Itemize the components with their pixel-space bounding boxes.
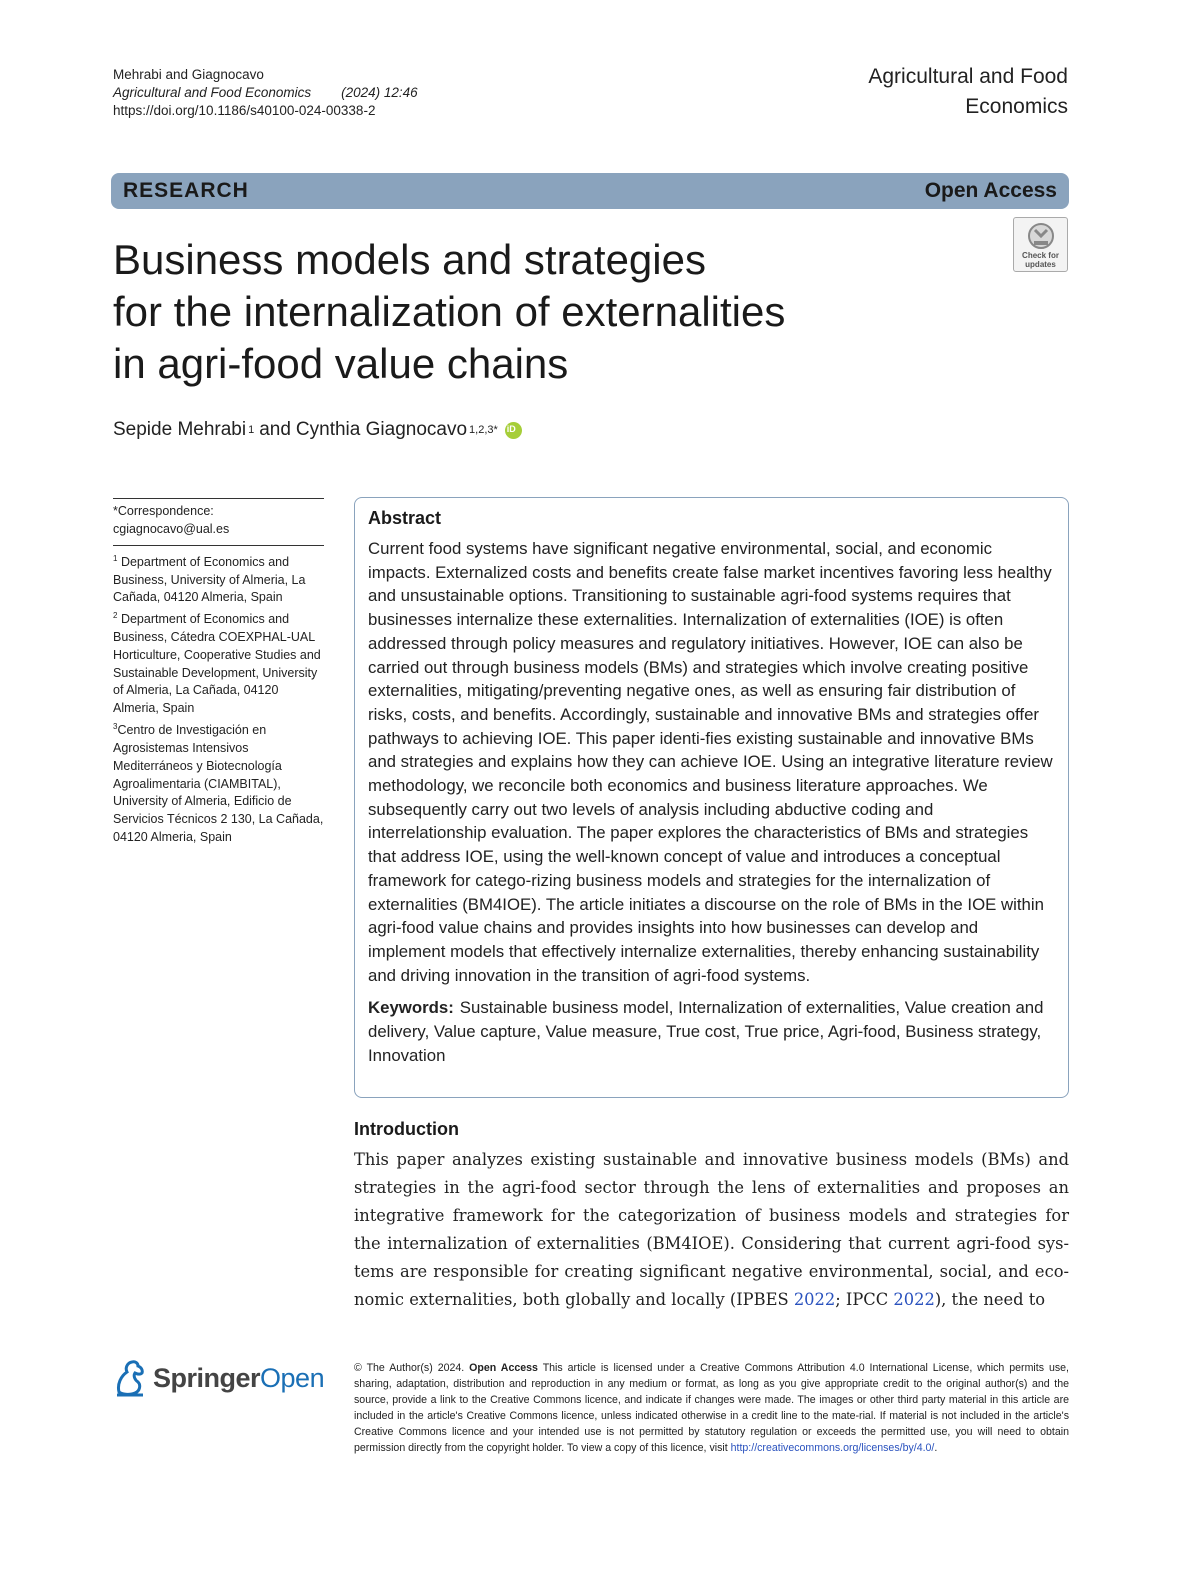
abstract-text: Current food systems have significant negative environmental, social, and economic impacts. Externalized costs and benefits create false market incentives favoring less healthy and unsustainable options. Transitioning to sustainable agri-food systems requires that businesses internalize these externalities. Internalization of externalities (IOE) is often addressed through policy measures and regulatory initiatives. However, IOE can also be carried out through business models (BMs) and strategies which involve creating positive externalities, mitigating/preventing negative ones, as well as ensuring fair distribution of risks, costs, and benefits. Accordingly, sustainable and innovative BMs and strategies offer pathways to achieving IOE. This paper identi-fies existing sustainable and innovative BMs and strategies and explains how they can achieve IOE. Using an integrative literature review methodology, we reconcile both economics and business literature approaches. We subsequently carry out two levels of analysis including abductive coding and interrelationship evaluation. The paper explores the characteristics of BMs and strategies that address IOE, using the well-known concept of value and introduces a conceptual framework for catego-rizing business models and strategies for the internalization of externalities (BM4IOE). The article initiates a discourse on the role of BMs in the IOE within agri-food value chains and provides insights into how businesses can develop and implement models that effectively internalize externalities, thereby enhancing sustainability and driving innovation in the transition of agri-food systems. [368, 539, 1053, 985]
journal-name-line2: Economics [965, 95, 1068, 118]
header-authors: Mehrabi and Giagnocavo [113, 67, 264, 82]
article-type-label: RESEARCH [123, 179, 249, 202]
license-text: This article is licensed under a Creative Commons Attribution 4.0 International License, which permits use, sharing, adaptation, distribution and reproduction in any medium or format, as long as you give appropriate credit to the original author(s) and the source, provide a link to the Creative Commons licence, and indicate if changes were made. The images or other third party material in this article are included in the article's Creative Commons licence, unless indicated otherwise in a credit line to the mate-rial. If material is not included in the article's Creative Commons licence and your intended use is not permitted by statutory regulation or exceeds the permitted use, you will need to obtain permission directly from the copyright holder. To view a copy of this licence, visit [354, 1362, 1069, 1454]
keywords-label: Keywords: [368, 998, 454, 1018]
wordmark-springer: Springer [153, 1362, 261, 1393]
citation-ipcc[interactable]: 2022 [893, 1289, 935, 1309]
badge-line2: updates [1025, 260, 1056, 269]
header-journal [113, 84, 418, 102]
intro-text-part3: ), the need to [934, 1289, 1046, 1309]
license-end: . [934, 1442, 938, 1454]
header-year-issue: (2024) 12:46 [341, 85, 418, 100]
correspondence-label: *Correspondence: [113, 504, 214, 518]
license-open-access: Open Access [469, 1362, 538, 1374]
sidebar-rule-mid [113, 545, 324, 546]
author-conjunction: and [259, 419, 291, 440]
journal-name-right [868, 62, 1068, 122]
open-access-label: Open Access [924, 179, 1057, 202]
keywords-list: Sustainable business model, Internalization of externalities, Value creation and delivery, Value capture, Value measure, True cost, True price, Agri-food, Business strategy, Innovation [368, 998, 1044, 1065]
keywords [368, 996, 1054, 1067]
affiliations-sidebar [113, 498, 324, 847]
article-title [113, 234, 973, 390]
affiliation-2 [113, 607, 324, 718]
title-line1: Business models and strategies [113, 236, 706, 283]
orcid-icon[interactable] [505, 422, 522, 439]
springer-horse-icon [113, 1358, 147, 1398]
license-link[interactable]: http://creativecommons.org/licenses/by/4.0/ [730, 1442, 935, 1454]
affiliation-3-text: Centro de Investigación en Agrosistemas Intensivos Mediterráneos y Biotecnología Agroalimentaria (CIAMBITAL), University of Almeria, Edificio de Servicios Técnicos 2 130, La Cañada, 04120 Almeria, Spain [113, 723, 324, 845]
affiliation-1-num: 1 [113, 553, 118, 563]
running-header [113, 66, 418, 120]
author-list [113, 419, 522, 441]
introduction-heading: Introduction [354, 1119, 459, 1139]
affiliation-1-text: Department of Economics and Business, University of Almeria, La Cañada, 04120 Almeria, Spain [113, 554, 306, 605]
introduction-text [354, 1146, 1069, 1313]
affiliation-1 [113, 550, 324, 608]
springer-open-logo [113, 1358, 324, 1398]
affiliation-2-num: 2 [113, 611, 118, 621]
affiliation-3 [113, 718, 324, 847]
badge-label [1022, 251, 1059, 269]
intro-text-part2: ; IPCC [835, 1289, 894, 1309]
copyright-text: © The Author(s) 2024. [354, 1362, 465, 1374]
journal-name-line1: Agricultural and Food [868, 65, 1068, 88]
author-2-name[interactable]: Cynthia Giagnocavo [295, 419, 468, 440]
header-doi-link[interactable]: https://doi.org/10.1186/s40100-024-00338-2 [113, 103, 376, 118]
title-line2: for the internalization of externalities [113, 288, 786, 335]
header-journal-name: Agricultural and Food Economics [113, 85, 312, 100]
author-1-name[interactable]: Sepide Mehrabi [113, 419, 247, 440]
check-updates-icon [1026, 222, 1056, 250]
abstract-heading: Abstract [368, 508, 442, 528]
correspondence-block [113, 503, 324, 539]
citation-ipbes[interactable]: 2022 [793, 1289, 836, 1309]
badge-line1: Check for [1022, 251, 1059, 260]
license-statement [354, 1360, 1069, 1456]
wordmark-open: Open [260, 1362, 325, 1393]
author-1-affiliation: 1 [248, 424, 255, 436]
springer-open-wordmark [153, 1363, 324, 1394]
title-line3: in agri-food value chains [113, 340, 569, 387]
affiliation-3-num: 3 [113, 722, 118, 732]
abstract-box [354, 497, 1069, 1098]
correspondence-email[interactable]: cgiagnocavo@ual.es [113, 521, 230, 536]
intro-text-part1: This paper analyzes existing sustainable and innovative business models (BMs) and strategies in the agri-food sector through the lens of externalities and proposes an integrative framework for the categorization of business models and strategies for the internalization of externalities (BM4IOE). Considering that current agri-food sys-tems are responsible for creating significant negative environmental, social, and eco-nomic externalities, both globally and locally (IPBES [354, 1150, 1069, 1309]
article-type-banner [111, 173, 1069, 209]
affiliation-2-text: Department of Economics and Business, Cátedra COEXPHAL-UAL Horticulture, Cooperative Studies and Sustainable Development, University of Almeria, La Cañada, 04120 Almeria, Spain [113, 612, 321, 716]
author-2-affiliation: 1,2,3* [469, 424, 498, 436]
check-for-updates-badge[interactable] [1013, 217, 1068, 272]
sidebar-rule-top [113, 498, 324, 499]
